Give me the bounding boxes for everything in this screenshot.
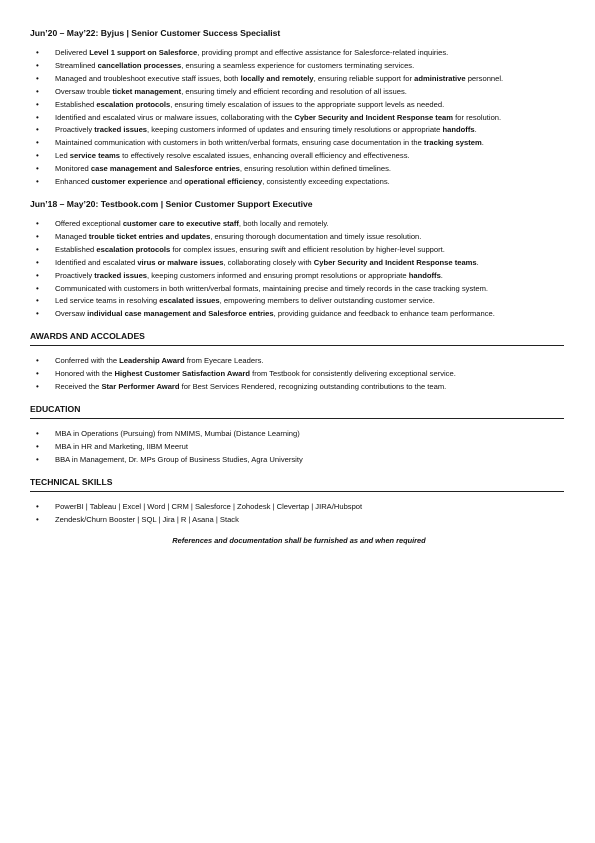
bold-text: service teams: [69, 151, 121, 161]
bold-text: escalation protocols: [96, 244, 171, 254]
text-run: Oversaw: [55, 309, 88, 319]
text-run: Led: [55, 151, 70, 161]
awards-list: [30, 355, 564, 394]
section-heading: EDUCATION: [30, 404, 564, 419]
section-education: [30, 404, 564, 467]
bullet-item: [30, 112, 564, 125]
text-run: Received the: [55, 382, 102, 392]
bullet-item: [30, 514, 564, 527]
bold-text: Highest Customer Satisfaction Award: [114, 369, 250, 379]
text-run: , ensuring reliable support for: [313, 73, 415, 83]
bold-text: escalation protocols: [96, 99, 171, 109]
text-run: Communicated with customers in both written/verbal formats, maintaining precise and timely records in the case tracking system.: [55, 283, 489, 293]
bold-text: customer experience: [91, 177, 168, 187]
text-run: , keeping customers informed and ensuring prompt resolutions or appropriate: [147, 270, 409, 280]
text-run: , empowering members to deliver outstanding customer service.: [219, 296, 435, 306]
text-run: Identified and escalated virus or malware issues, collaborating with the: [55, 112, 295, 122]
text-run: , ensuring timely escalation of issues to the appropriate support levels as needed.: [170, 99, 445, 109]
resume-page: [30, 28, 564, 545]
text-run: , ensuring resolution within defined timelines.: [239, 164, 392, 174]
bold-text: tracked issues: [94, 125, 148, 135]
bullet-item: [30, 60, 564, 73]
bold-text: Star Performer Award: [101, 382, 180, 392]
text-run: Streamlined: [55, 60, 98, 70]
text-run: Led service teams in resolving: [55, 296, 160, 306]
text-run: .: [440, 270, 443, 280]
bullet-item: [30, 283, 564, 296]
bold-text: administrative: [414, 73, 466, 83]
text-run: , consistently exceeding expectations.: [262, 177, 390, 187]
job-bullets: [30, 218, 564, 321]
text-run: , ensuring timely and efficient recording and resolution of all issues.: [181, 86, 407, 96]
bullet-item: [30, 355, 564, 368]
education-list: [30, 428, 564, 467]
bullet-item: [30, 501, 564, 514]
bold-text: handoffs: [408, 270, 441, 280]
bold-text: trouble ticket entries and updates: [88, 231, 211, 241]
bold-text: cancellation processes: [97, 60, 182, 70]
text-run: Maintained communication with customers in both written/verbal formats, ensuring case documentation in the: [55, 138, 424, 148]
section-heading: TECHNICAL SKILLS: [30, 477, 564, 492]
text-run: Identified and escalated: [55, 257, 138, 267]
text-run: , ensuring a seamless experience for customers terminating services.: [181, 60, 415, 70]
bullet-item: [30, 218, 564, 231]
bold-text: customer care to executive staff: [122, 218, 239, 228]
bold-text: tracking system: [423, 138, 482, 148]
bold-text: Cyber Security and Incident Response teams: [313, 257, 477, 267]
text-run: for Best Services Rendered, recognizing outstanding contributions to the team.: [179, 382, 447, 392]
text-run: BBA in Management, Dr. MPs Group of Business Studies, Agra University: [55, 454, 303, 464]
bullet-item: [30, 124, 564, 137]
bold-text: escalated issues: [159, 296, 220, 306]
text-run: , providing guidance and feedback to enhance team performance.: [273, 309, 495, 319]
text-run: PowerBI | Tableau | Excel | Word | CRM | Salesforce | Zohodesk | Clevertap | JIRA/Hubspot: [55, 501, 363, 511]
bullet-item: [30, 231, 564, 244]
bullet-item: [30, 244, 564, 257]
bold-text: case management and Salesforce entries: [90, 164, 240, 174]
text-run: Oversaw trouble: [55, 86, 113, 96]
text-run: , providing prompt and effective assistance for Salesforce-related inquiries.: [197, 48, 449, 57]
text-run: Enhanced: [55, 177, 92, 187]
bold-text: tracked issues: [94, 270, 148, 280]
bullet-item: [30, 137, 564, 150]
bullet-item: [30, 73, 564, 86]
bullet-item: [30, 428, 564, 441]
text-run: , ensuring thorough documentation and timely issue resolution.: [210, 231, 422, 241]
bullet-item: [30, 163, 564, 176]
text-run: for complex issues, ensuring swift and efficient resolution by higher-level support.: [170, 244, 445, 254]
text-run: , collaborating closely with: [223, 257, 314, 267]
text-run: Established: [55, 99, 97, 109]
text-run: Delivered: [55, 48, 90, 57]
text-run: Established: [55, 244, 97, 254]
text-run: Monitored: [55, 164, 91, 174]
bullet-item: [30, 99, 564, 112]
text-run: .: [474, 125, 477, 135]
section-heading: AWARDS AND ACCOLADES: [30, 331, 564, 346]
section-awards: [30, 331, 564, 394]
bold-text: virus or malware issues: [137, 257, 224, 267]
bullet-item: [30, 454, 564, 467]
bullet-item: [30, 441, 564, 454]
bullet-item: [30, 176, 564, 189]
bold-text: operational efficiency: [184, 177, 263, 187]
text-run: Offered exceptional: [55, 218, 123, 228]
text-run: , both locally and remotely.: [238, 218, 329, 228]
text-run: and: [167, 177, 185, 187]
bullet-item: [30, 270, 564, 283]
text-run: from Eyecare Leaders.: [184, 356, 264, 366]
text-run: personnel.: [465, 73, 504, 83]
job-block-byjus: [30, 28, 564, 189]
bullet-item: [30, 150, 564, 163]
text-run: MBA in Operations (Pursuing) from NMIMS, Mumbai (Distance Learning): [55, 428, 300, 438]
text-run: for resolution.: [453, 112, 502, 122]
section-technical-skills: [30, 477, 564, 527]
job-title: Jun’20 – May’22: Byjus | Senior Customer Success Specialist: [30, 28, 281, 38]
text-run: , keeping customers informed of updates and ensuring timely resolutions or appropriate: [147, 125, 443, 135]
text-run: .: [476, 257, 479, 267]
bold-text: locally and remotely: [240, 73, 314, 83]
bullet-item: [30, 308, 564, 321]
text-run: MBA in HR and Marketing, IIBM Meerut: [55, 441, 188, 451]
text-run: Managed and troubleshoot executive staff issues, both: [55, 73, 241, 83]
job-block-testbook: [30, 199, 564, 321]
bold-text: individual case management and Salesforce entries: [87, 309, 274, 319]
text-run: Managed: [55, 231, 89, 241]
text-run: from Testbook for consistently delivering exceptional service.: [249, 369, 456, 379]
skills-list: [30, 501, 564, 527]
bullet-item: [30, 368, 564, 381]
bullet-item: [30, 86, 564, 99]
bold-text: handoffs: [442, 125, 475, 135]
text-run: Proactively: [55, 125, 95, 135]
bullet-item: [30, 295, 564, 308]
bold-text: Level 1 support on Salesforce: [89, 48, 198, 57]
job-bullets: [30, 47, 564, 189]
bold-text: Leadership Award: [119, 356, 185, 366]
text-run: .: [481, 138, 484, 148]
bold-text: ticket management: [112, 86, 182, 96]
text-run: Honored with the: [55, 369, 115, 379]
job-title: Jun’18 – May’20: Testbook.com | Senior Customer Support Executive: [30, 198, 313, 209]
references-note: References and documentation shall be furnished as and when required: [172, 536, 426, 546]
bullet-item: [30, 47, 564, 60]
bullet-item: [30, 381, 564, 394]
text-run: Conferred with the: [55, 356, 120, 366]
text-run: Proactively: [55, 270, 95, 280]
text-run: Zendesk/Churn Booster | SQL | Jira | R | Asana | Stack: [55, 514, 239, 524]
bold-text: Cyber Security and Incident Response team: [294, 112, 454, 122]
text-run: to effectively resolve escalated issues, enhancing overall efficiency and effectiveness.: [120, 151, 410, 161]
bullet-item: [30, 257, 564, 270]
